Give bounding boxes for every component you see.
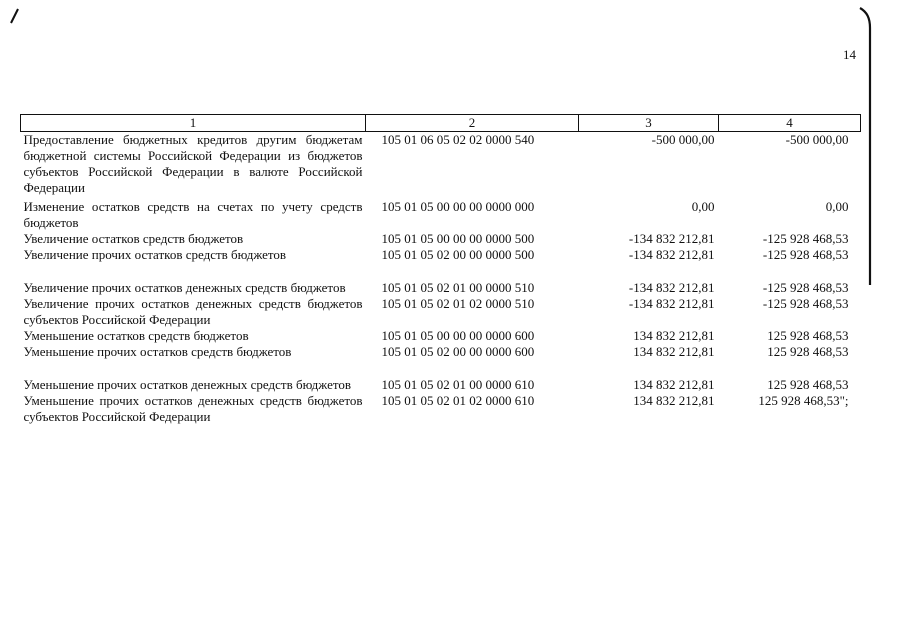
column-header: 1 [21,115,366,132]
row-value-col4-cell: 125 928 468,53 [767,377,849,392]
row-code-cell: 105 01 05 00 00 00 0000 000 [381,199,535,214]
row-code-cell: 105 01 05 00 00 00 0000 500 [381,231,535,246]
row-code-cell: 105 01 06 05 02 02 0000 540 [381,132,535,147]
row-value-col4-cell: -500 000,00 [785,132,849,147]
row-value-col4-cell: -125 928 468,53 [762,231,849,246]
table-row [21,393,861,425]
column-header: 3 [579,115,719,132]
row-value-col3-cell: 0,00 [691,199,715,214]
row-value-col3-cell: 134 832 212,81 [633,344,715,359]
table-row [21,132,861,200]
column-header: 4 [719,115,861,132]
row-code-cell: 105 01 05 02 00 00 0000 500 [381,247,535,262]
table-row [21,328,861,344]
row-name-cell: Уменьшение прочих остатков средств бюджетов [23,344,292,359]
table-row [21,247,861,280]
row-value-col4-cell: 125 928 468,53 [767,344,849,359]
row-name-cell: Уменьшение остатков средств бюджетов [23,328,249,343]
row-name-cell: Уменьшение прочих остатков денежных средств бюджетов субъектов Российской Федерации [23,393,363,424]
row-code-cell: 105 01 05 02 00 00 0000 600 [381,344,535,359]
row-code-cell: 105 01 05 02 01 02 0000 510 [381,296,535,311]
row-code-cell: 105 01 05 02 01 02 0000 610 [381,393,535,408]
row-value-col3-cell: -134 832 212,81 [628,231,715,246]
row-name-cell: Изменение остатков средств на счетах по учету средств бюджетов [23,199,363,230]
row-value-col3-cell: -134 832 212,81 [628,247,715,262]
table-row [21,377,861,393]
row-value-col3-cell: -134 832 212,81 [628,296,715,311]
row-name-cell: Уменьшение прочих остатков денежных средств бюджетов [23,377,351,392]
row-code-cell: 105 01 05 00 00 00 0000 600 [381,328,535,343]
table-header-row [21,115,861,132]
row-value-col3-cell: 134 832 212,81 [633,393,715,408]
row-value-col4-cell: 125 928 468,53 [767,328,849,343]
row-value-col3-cell: -500 000,00 [651,132,715,147]
row-value-col4-cell: -125 928 468,53 [762,247,849,262]
row-name-cell: Увеличение прочих остатков денежных средств бюджетов субъектов Российской Федерации [23,296,363,327]
column-header: 2 [366,115,579,132]
row-value-col4-cell: 0,00 [825,199,849,214]
row-code-cell: 105 01 05 02 01 00 0000 510 [381,280,535,295]
row-value-col3-cell: -134 832 212,81 [628,280,715,295]
row-value-col4-cell: -125 928 468,53 [762,296,849,311]
row-code-cell: 105 01 05 02 01 00 0000 610 [381,377,535,392]
row-name-cell: Увеличение прочих остатков средств бюджетов [23,247,287,262]
row-name-cell: Предоставление бюджетных кредитов другим бюджетам бюджетной системы Российской Федерации из бюджетов субъектов Российской Федерации в валюте Российской Федерации [23,132,363,195]
page-number: 14 [843,47,856,62]
row-value-col4-cell: -125 928 468,53 [762,280,849,295]
row-value-col3-cell: 134 832 212,81 [633,377,715,392]
page-edge-line [855,0,900,300]
table-row [21,280,861,296]
row-value-col3-cell: 134 832 212,81 [633,328,715,343]
budget-sources-table [20,114,861,425]
table-row [21,344,861,377]
row-name-cell: Увеличение остатков средств бюджетов [23,231,244,246]
pen-mark [8,8,22,24]
row-value-col4-cell: 125 928 468,53"; [758,393,849,408]
table-row [21,199,861,231]
table-row [21,231,861,247]
table-row [21,296,861,328]
row-name-cell: Увеличение прочих остатков денежных средств бюджетов [23,280,346,295]
